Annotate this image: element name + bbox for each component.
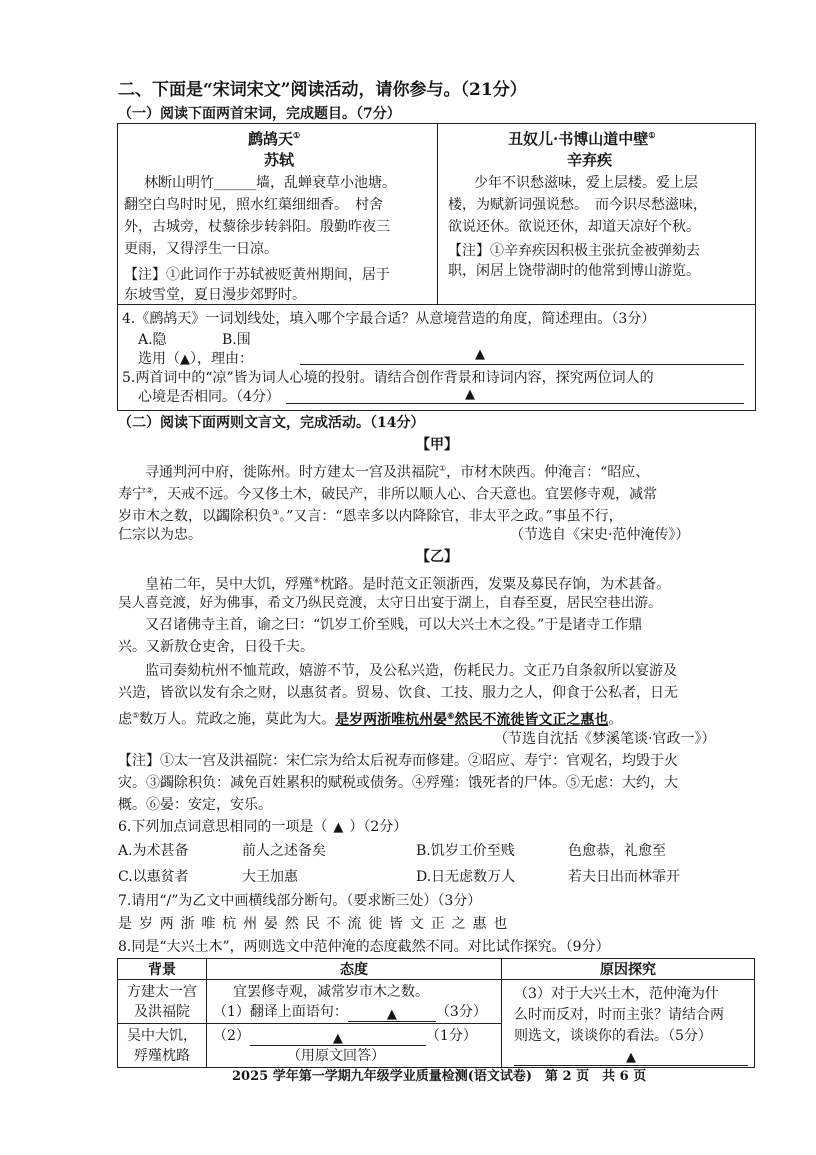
jia-line <box>118 504 623 526</box>
q6-option: C.以惠贫者 <box>118 869 189 885</box>
q8-bg-line: 及洪福院 <box>134 1003 190 1020</box>
q6-option: 若夫日出而林霏开 <box>568 869 680 885</box>
yi-label: 【乙】 <box>416 549 458 565</box>
q8-translate-label: （1）翻译上面语句： <box>213 1003 348 1020</box>
part2-heading: （二）阅读下面两则文言文，完成活动。（14分） <box>118 415 425 431</box>
q6-option: D.日无虑数万人 <box>416 869 516 885</box>
notes-line: 灾。③蠲除积负：减免百姓累积的赋税或债务。④殍殣：饿死者的尸体。⑤无虑：大约，大 <box>118 775 678 791</box>
q4-answer-blank[interactable] <box>300 364 744 365</box>
yi-underlined-sentence <box>335 712 608 728</box>
answer-marker: ▲ <box>333 820 344 835</box>
q8-bg-line: 方建太一宫 <box>127 983 197 1000</box>
jia-text: ，市材木陕西。仲淹言：“昭应、 <box>446 464 650 481</box>
yi-line: 吴人喜竞渡，好为佛事，希文乃纵民竞渡，太守日出宴于湖上，自春至夏，居民空巷出游。 <box>118 595 662 611</box>
q8-row2-attitude <box>207 1024 502 1068</box>
poem2-title-text: 丑奴儿·书博山道中壁 <box>508 130 649 148</box>
q8-reason-line: 则选文，谈谈你的看法。（5分） <box>514 1028 712 1044</box>
q7-sentence: 是 岁 两 浙 唯 杭 州 晏 然 民 不 流 徙 皆 文 正 之 惠 也 <box>118 916 509 932</box>
yi-line: 兴造，皆欲以发有余之财，以惠贫者。贸易、饮食、工技、服力之人，仰食于公私者，日无 <box>118 685 678 701</box>
poem1-line: 外，古城旁，杖藜徐步转斜阳。殷勤昨夜三 <box>124 219 390 235</box>
q8-row2-score: （1分） <box>425 1027 477 1044</box>
q6-text <box>118 818 407 837</box>
jia-text: 岁市木之数，以蠲除积负 <box>118 508 272 525</box>
jia-text: ，天戒不远。今又侈土木，破民产，非所以顺人心、合天意也。宜罢修寺观，减常 <box>153 486 658 503</box>
jia-line: 仁宗以为忠。 <box>118 527 202 543</box>
poem2-author: 辛弃疾 <box>567 151 613 169</box>
q5-text: 5.两首词中的“凉”皆为词人心境的投射。请结合创作背景和诗词内容，探究两位词人的 <box>122 370 654 386</box>
q4-text: 4.《鹧鸪天》一词划线处，填入哪个字最合适？从意境营造的角度，简述理由。（3分） <box>122 311 656 327</box>
answer-marker: ▲ <box>626 1050 636 1065</box>
q8-row2-answer <box>213 1026 501 1046</box>
poem2-note: 职，闲居上饶带湖时的他常到博山游览。 <box>448 263 700 279</box>
q4-answer-line <box>138 350 253 369</box>
q8-translate-score: （3分） <box>435 1003 487 1020</box>
poems-divider <box>437 124 438 304</box>
q7-text: 7.请用“/”为乙文中画横线部分断句。（要求断三处）（3分） <box>118 893 482 909</box>
poem1-note: 【注】①此词作于苏轼被贬黄州期间，居于 <box>124 267 390 283</box>
poem2-note-mark: ① <box>648 130 656 140</box>
yi-text: 然民不流徙皆文正之惠也 <box>454 711 609 728</box>
poem1-note: 东坡雪堂，夏日漫步郊野时。 <box>124 287 306 303</box>
q4-mid: ），理由： <box>190 351 253 367</box>
q6-option: 色愈恭，礼愈至 <box>568 843 666 859</box>
note-mark: ⑥ <box>447 710 455 720</box>
q6-option: A.为术甚备 <box>118 843 189 859</box>
q8-row2-label: （2） <box>213 1027 250 1044</box>
section-title: 二、下面是“宋词宋文”阅读活动，请你参与。（21分） <box>118 80 527 100</box>
q6-text-a: 6.下列加点词意思相同的一项是（ <box>118 819 328 835</box>
q8-translate-blank[interactable] <box>348 1007 436 1022</box>
questions-divider <box>118 304 755 305</box>
yi-text: 数万人。荒政之施，莫此为大。 <box>139 711 336 728</box>
yi-line: 兴。又新敖仓吏舍，日役千夫。 <box>118 639 314 655</box>
jia-text: 寻通判河中府，徙陈州。时方建太一宫及洪福院 <box>145 464 439 481</box>
q8-header-bg: 背景 <box>118 959 207 980</box>
answer-marker: ▲ <box>475 347 485 362</box>
yi-line <box>118 706 622 729</box>
q4-option-a: A.隐 <box>138 332 167 348</box>
notes-line: 【注】①太一宫及洪福院：宋仁宗为给太后祝寿而修建。②昭应、寿宁：官观名，均毁于火 <box>118 753 678 769</box>
q8-reason-line: （3）对于大兴土木，范仲淹为什 <box>514 986 719 1002</box>
q6-option: 大王加惠 <box>242 869 298 885</box>
q8-table <box>117 958 755 1068</box>
q8-reason-line: 么时而反对，时而主张？请结合两 <box>514 1007 724 1023</box>
yi-source: （节选自沈括《梦溪笔谈·官政一》） <box>494 731 716 747</box>
answer-marker: ▲ <box>332 1030 343 1046</box>
q8-header-attitude: 态度 <box>207 959 502 980</box>
q8-reason-blank[interactable] <box>514 1049 748 1066</box>
q8-row2-bg <box>118 1024 207 1068</box>
page-footer: 2025 学年第一学期九年级学业质量检测(语文试卷) 第 2 页 共 6 页 <box>232 1069 647 1084</box>
note-mark: ① <box>439 464 447 473</box>
yi-text: 皇祐二年，吴中大饥，殍殣 <box>145 576 313 593</box>
q8-row1 <box>118 980 755 1024</box>
q8-row1-attitude <box>207 980 502 1024</box>
poem1-line: 更雨，又得浮生一日凉。 <box>124 241 278 257</box>
answer-marker: ▲ <box>465 387 475 402</box>
poem2-line: 欲说还休。欲说还休，却道天凉好个秋。 <box>448 219 700 235</box>
answer-marker: ▲ <box>386 1006 397 1022</box>
q8-row1-translate <box>213 1002 501 1022</box>
q8-text: 8.同是“大兴土木”，两则选文中范仲淹的态度截然不同。对比试作探究。（9分） <box>118 939 610 955</box>
yi-text: 是岁两浙唯杭州晏 <box>335 711 448 728</box>
q8-header-reason: 原因探究 <box>502 959 755 980</box>
q8-row2-note: （用原文回答） <box>287 1047 385 1064</box>
poem1-line: 林断山明竹______墙，乱蝉衰草小池塘。 <box>144 175 396 191</box>
yi-text: 。 <box>608 711 623 728</box>
notes-line: 概。⑥晏：安定，安乐。 <box>118 797 272 813</box>
q8-header-row <box>118 959 755 980</box>
jia-label: 【甲】 <box>416 437 458 453</box>
note-mark: ⑤ <box>132 711 140 720</box>
jia-line <box>118 482 657 504</box>
q4-prefix: 选用（ <box>138 351 180 367</box>
q6-option: B.饥岁工价至贱 <box>416 843 515 859</box>
q6-option: 前人之述备矣 <box>242 843 326 859</box>
q5-text2: 心境是否相同。（4分） <box>138 389 280 405</box>
poem1-note-mark: ① <box>293 130 301 140</box>
q8-row1-quote: 宜罢修寺观，减常岁市木之数。 <box>233 983 429 1000</box>
q8-bg-line: 殍殣枕路 <box>134 1047 190 1064</box>
poem2-title <box>508 128 655 149</box>
q4-option-b: B.围 <box>222 332 251 348</box>
yi-line: 又召诸佛寺主首，谕之曰：“饥岁工价至贱，可以大兴土木之役。”于是诸寺工作鼎 <box>145 617 643 633</box>
poem2-line: 楼，为赋新词强说愁。 而今识尽愁滋味， <box>448 197 707 213</box>
yi-text: 虑 <box>118 711 132 728</box>
yi-text: 枕路。是时范文正领浙西，发粟及募民存饷，为术甚备。 <box>320 576 671 593</box>
part1-heading: （一）阅读下面两首宋词，完成题目。（7分） <box>118 106 401 122</box>
poem1-title <box>248 128 300 149</box>
q6-score: ）（2分） <box>349 819 408 835</box>
yi-line: 监司奏劾杭州不恤荒政，嬉游不节，及公私兴造，伤耗民力。文正乃自条叙所以宴游及 <box>145 663 677 679</box>
q8-bg-line: 吴中大饥， <box>127 1027 197 1044</box>
jia-line <box>145 460 649 482</box>
answer-marker: ▲ <box>180 352 190 367</box>
poem1-line: 翻空白鸟时时见，照水红蕖细细香。 村舍 <box>124 197 383 213</box>
note-mark: ④ <box>313 576 321 585</box>
poem2-line: 少年不识愁滋味，爱上层楼。爱上层 <box>474 175 698 191</box>
poem1-title-text: 鹧鸪天 <box>248 130 294 148</box>
jia-text: 。”又言：“恩幸多以内降除官，非太平之政。”事虽不行， <box>279 508 623 525</box>
q8-row1-bg <box>118 980 207 1024</box>
poem2-note: 【注】①辛弃疾因积极主张抗金被弹劾去 <box>448 243 700 259</box>
poem1-author: 苏轼 <box>264 151 295 169</box>
jia-source: （节选自《宋史·范仲淹传》） <box>510 527 690 543</box>
yi-line <box>145 572 670 594</box>
jia-text: 寿宁 <box>118 486 146 503</box>
q8-reason-cell <box>502 980 755 1068</box>
q5-answer-blank[interactable] <box>286 403 744 404</box>
note-mark: ③ <box>272 508 280 517</box>
q8-row2-blank[interactable] <box>250 1031 426 1046</box>
note-mark: ② <box>146 486 154 495</box>
